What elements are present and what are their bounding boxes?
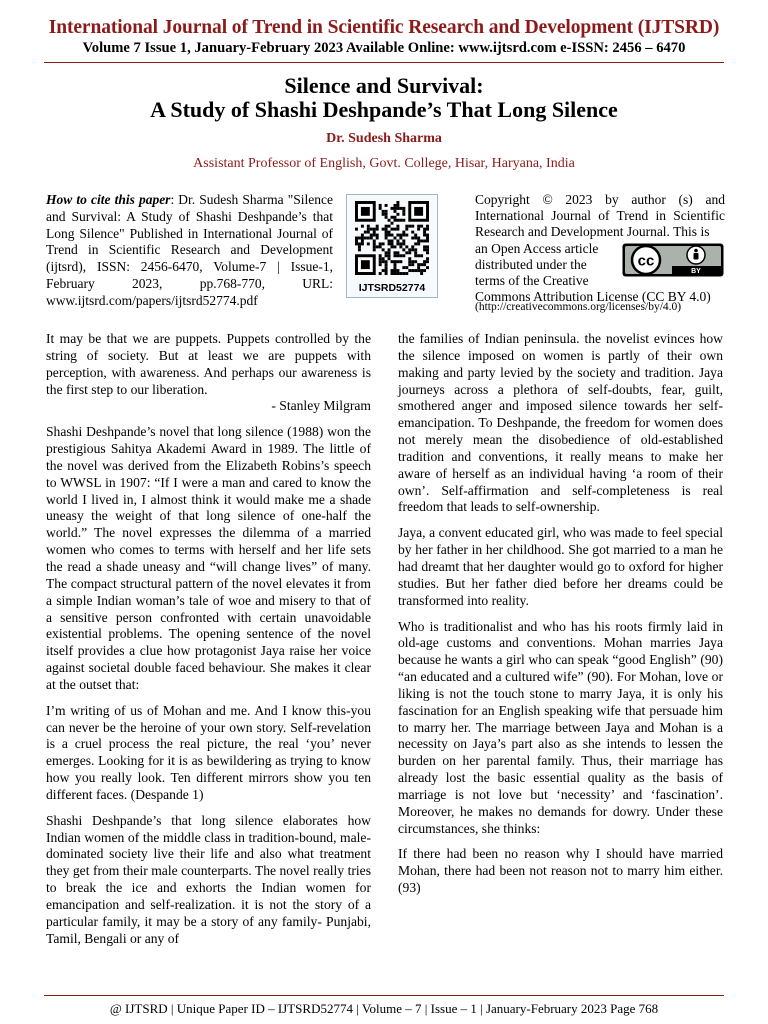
cc-logo-text: cc <box>637 252 655 270</box>
footer-rule <box>44 995 724 996</box>
right-column <box>398 331 723 906</box>
title-line-1: Silence and Survival: <box>284 73 484 98</box>
volume-line: Volume 7 Issue 1, January-February 2023 Available Online: www.ijtsrd.com e-ISSN: 2456 – 6470 <box>82 40 686 56</box>
epigraph-author: - Stanley Milgram <box>271 398 371 414</box>
journal-name: International Journal of Trend in Scientific Research and Development (IJTSRD) <box>48 17 720 38</box>
copyright-line-c: terms of the Creative <box>475 273 589 289</box>
paragraph: the families of Indian peninsula. the novelist evinces how the silence imposed on women is partly of their own making and party levied by the society and tradition. Jaya journeys across a plethora of self-doubts, fear, guilt, smothered anger and imposed silence towards her self-emancipation. To Deshpande, the freedom for women does not merely mean the disobedience of old-established tradition and conventions, it really means to make her aware of herself as an individual having ‘a room of their own’. Self-affirmation and self-completeness is real freedom that leads to self-ownership. <box>398 331 723 515</box>
paragraph: Jaya, a convent educated girl, who was made to feel special by her father in her childhood. She got married to a man he had dreamt that her daughter would go to oxford for higher studies. But her father died before her dreams could be transformed into reality. <box>398 525 723 608</box>
citation-label: How to cite this paper <box>46 192 171 207</box>
left-column <box>46 331 371 957</box>
copyright-line-a: an Open Access article <box>475 240 599 256</box>
copyright-text-1: Copyright © 2023 by author (s) and International Journal of Trend in Scientific Research and Development Journal. This is <box>475 192 725 240</box>
author-name: Dr. Sudesh Sharma <box>326 131 442 146</box>
article-title <box>0 74 768 122</box>
header-rule <box>44 62 724 63</box>
qr-code-icon <box>355 201 429 275</box>
paragraph: Shashi Deshpande’s novel that long silence (1988) won the prestigious Sahitya Akademi Award in 1989. The little of the novel was derived from the Elizabeth Robins’s speech to WWSL in 1907: “If I were a man and cared to know the world I lived in, I almost think it would make me a shade uneasy the weight of that long silence of one-half the world.” The novel expresses the dilemma of a married women who comes to terms with herself and her life sets the read a shade uneasy and “will change lives” of many. The compact structural pattern of the novel elevates it from a simple Indian woman’s tale of woe and misery to that of a sensitive person confronted with certain unavoidable existential problems. The opening sentence of the novel itself provides a clue how protagonist Jaya raise her voice against societal double faced behaviour. She makes it clear at the outset that: <box>46 424 371 692</box>
author-affiliation: Assistant Professor of English, Govt. College, Hisar, Haryana, India <box>193 156 575 171</box>
copyright-line-b: distributed under the <box>475 256 587 272</box>
paragraph: Shashi Deshpande’s that long silence elaborates how Indian women of the middle class in tradition-bound, male-dominated society live their life and also what treatment they get from their male counterparts. The novel really tries to break the ice and exhorts the Indian women for emancipation and self-realization. it is not the story of a particular family, it may be a story of any family- Punjabi, Tamil, Bengali or any of <box>46 812 371 946</box>
page-footer: @ IJTSRD | Unique Paper ID – IJTSRD52774 | Volume – 7 | Issue – 1 | January-February 2023 Page 768 <box>109 1001 659 1016</box>
block-quote: If there had been no reason why I should have married Mohan, there had been not reason not to marry him either. (93) <box>398 846 723 896</box>
copyright-text-2: Commons Attribution License (CC BY 4.0) <box>475 289 711 305</box>
license-url[interactable]: (http://creativecommons.org/licenses/by/4.0) <box>475 301 682 313</box>
epigraph: It may be that we are puppets. Puppets controlled by the string of society. But at least we are puppets with perception, with awareness. And perhaps our awareness is the first step to our liberation. <box>46 331 371 397</box>
citation-text[interactable]: : Dr. Sudesh Sharma "Silence and Survival: A Study of Shashi Deshpande’s that Long Silence" Published in International Journal of Trend in Scientific Research and Development (ijtsrd), ISSN: 2456-6470, Volume-7 | Issue-1, February 2023, pp.768-770, URL: www.ijtsrd.com/papers/ijtsrd52774.pdf <box>46 192 333 308</box>
citation-block <box>46 192 333 310</box>
title-line-2: A Study of Shashi Deshpande’s That Long Silence <box>150 97 618 122</box>
cc-by-license-icon[interactable] <box>622 243 724 277</box>
paragraph: Who is traditionalist and who has his roots firmly laid in old-age customs and conventions. Mohan marries Jaya because he wants a girl who can speak “good English” (90) “an educated and a cultured wife” (90). For Mohan, love or liking is not the touch stone to marry Jaya, it is only his fascination for an English speaking wife that persuade him to marry her. The marriage between Jaya and Mohan is a necessity on Jaya’s part also as she intends to lessen the burden on her parental family. Thus, their marriage has already lost the basic essential quality as the basis of marriage is not love but ‘necessity’ and ‘fascination’. Moreover, he makes no demands for dowry. Under these circumstances, she thinks: <box>398 618 723 836</box>
qr-label: IJTSRD52774 <box>358 282 426 294</box>
block-quote: I’m writing of us of Mohan and me. And I know this-you can never be the heroine of your own story. Self-revelation is a cruel process the real picture, the real ‘you’ never emerges. Looking for it is as bewildering as trying to know how you really look. Ten different mirrors show you ten different faces. (Despande 1) <box>46 702 371 802</box>
qr-code-box[interactable] <box>346 194 438 298</box>
by-logo-text: BY <box>691 268 701 275</box>
